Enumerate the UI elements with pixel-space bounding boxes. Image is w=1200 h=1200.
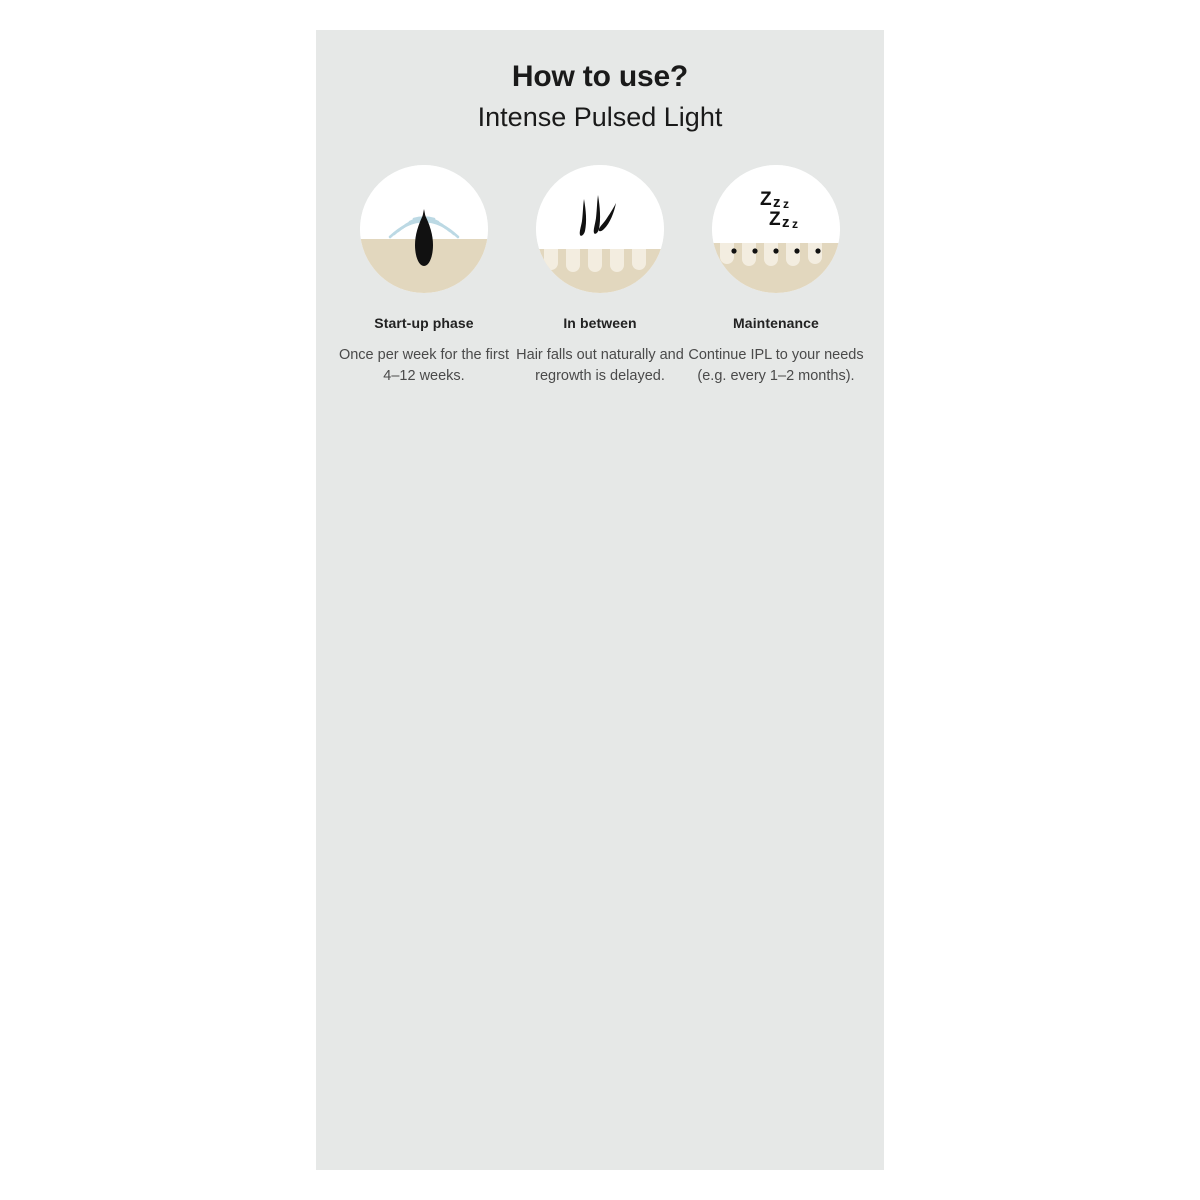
ipl-pulse-follicle-icon <box>360 165 488 293</box>
step-description: Hair falls out naturally and regrowth is delayed. <box>516 347 684 385</box>
steps-row <box>336 165 864 387</box>
svg-text:z: z <box>792 217 798 231</box>
step-description: Continue IPL to your needs (e.g. every 1–2 months). <box>688 347 864 385</box>
svg-text:z: z <box>773 194 781 211</box>
step-description: Once per week for the first 4–12 weeks. <box>338 347 510 385</box>
step-label: Maintenance <box>733 315 819 331</box>
step-label: Start-up phase <box>374 315 474 331</box>
step-maintenance <box>688 165 864 387</box>
step-label: In between <box>563 315 637 331</box>
step-start-up-phase <box>336 165 512 387</box>
sleeping-follicles-icon <box>712 165 840 293</box>
svg-text:Z: Z <box>760 189 772 210</box>
svg-text:Z: Z <box>769 209 781 230</box>
svg-text:z: z <box>782 214 790 231</box>
panel-header <box>316 60 884 133</box>
step-in-between <box>512 165 688 387</box>
how-to-use-panel <box>316 30 884 1170</box>
page-subtitle: Intense Pulsed Light <box>477 102 723 132</box>
page-title: How to use? <box>511 60 689 93</box>
svg-text:z: z <box>783 197 789 211</box>
falling-hairs-icon <box>536 165 664 293</box>
